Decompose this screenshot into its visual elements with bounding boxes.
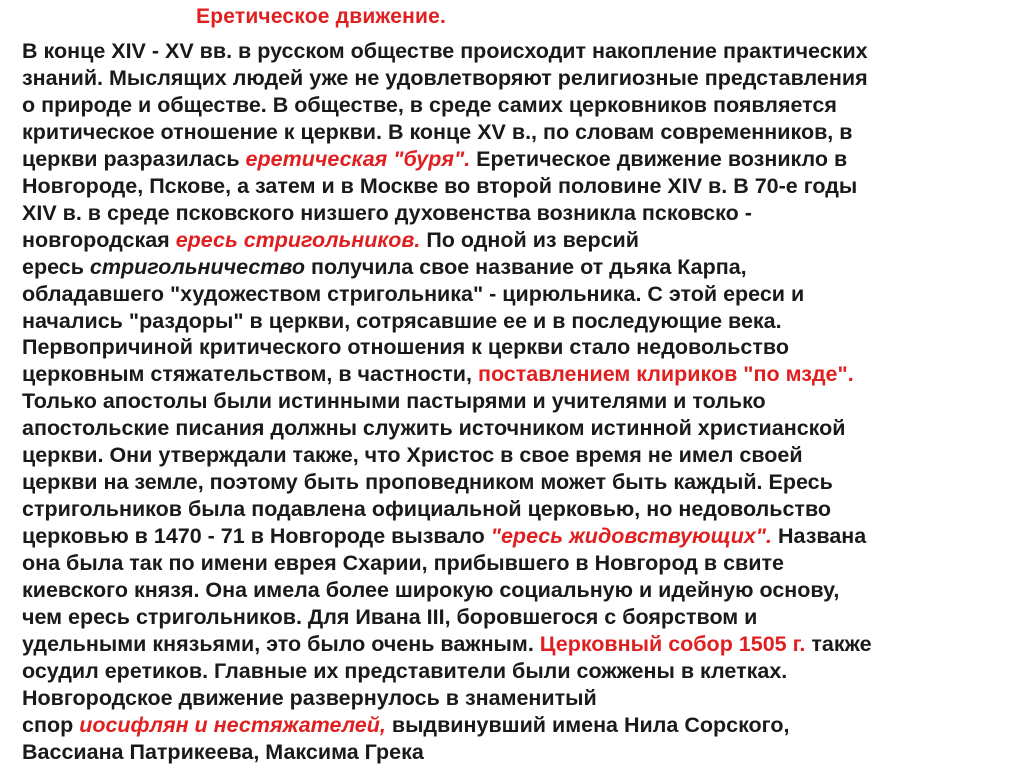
text-line	[22, 65, 868, 92]
text-run: церковным стяжательством, в частности,	[22, 362, 478, 387]
text-run: Новгороде, Пскове, а затем и в Москве во второй половине XIV в. В 70-е годы	[22, 173, 858, 198]
highlighted-term: ересь стригольников.	[175, 227, 421, 252]
text-run: чем ересь стригольников. Для Ивана III, боровшегося с боярством и	[22, 604, 758, 629]
text-line	[22, 631, 872, 658]
text-run: церкви на земле, поэтому быть проповедником может быть каждый. Ересь	[22, 470, 833, 495]
text-line	[22, 523, 866, 550]
text-run: Новгородское движение развернулось в знаменитый	[22, 685, 597, 710]
text-line	[22, 550, 784, 577]
text-line	[22, 227, 639, 254]
text-run: Вассиана Патрикеева, Максима Грека	[22, 739, 424, 764]
text-line	[22, 469, 833, 496]
text-run: ересь	[22, 254, 90, 279]
text-run: XIV в. в среде псковского низшего духовенства возникла псковско -	[22, 200, 752, 225]
text-line	[22, 254, 747, 281]
text-run: обладавшего "художеством стригольника" - цирюльника. С этой ереси и	[22, 281, 805, 306]
text-run: получила свое название от дьяка Карпа,	[305, 254, 747, 279]
text-line	[22, 38, 868, 65]
highlighted-term: стригольничество	[89, 254, 306, 279]
text-line	[22, 388, 766, 415]
text-run: киевского князя. Она имела более широкую социальную и идейную основу,	[22, 578, 840, 602]
text-run: церковью в 1470 - 71 в Новгороде вызвало	[22, 524, 491, 549]
text-run: осудил еретиков. Главные их представители были сожжены в клетках.	[22, 658, 788, 683]
text-run: Названа	[771, 524, 867, 549]
text-run: апостольские писания должны служить источником истинной христианской	[22, 416, 846, 441]
text-run: В конце XIV - XV вв. в русском обществе происходит накопление практических	[22, 39, 868, 63]
text-line	[22, 496, 831, 523]
text-line	[22, 415, 846, 442]
highlighted-term: еретическая "буря".	[245, 146, 471, 171]
text-run: новгородская	[22, 227, 176, 252]
text-run: Только апостолы были истинными пастырями и учителями и только	[22, 389, 766, 414]
text-line	[22, 604, 757, 631]
slide-title: Еретическое движение.	[196, 5, 447, 28]
text-run: критическое отношение к церкви. В конце XV в., по словам современников, в	[22, 119, 853, 144]
text-run: церкви разразилась	[22, 146, 246, 171]
text-run: Первопричиной критического отношения к церкви стало недовольство	[22, 335, 789, 360]
text-run: спор	[22, 712, 80, 737]
text-line	[22, 739, 424, 766]
text-run: о природе и обществе. В обществе, в среде самих церковников появляется	[22, 92, 837, 117]
text-run: начались "раздоры" в церкви, сотрясавшие ее и в последующие века.	[22, 308, 782, 333]
text-run: стригольников была подавлена официальной церковью, но недовольство	[22, 497, 832, 522]
text-line	[22, 173, 857, 200]
text-line	[22, 361, 854, 388]
text-line	[22, 577, 839, 604]
text-run: Еретическое движение возникло в	[470, 146, 848, 171]
text-run: По одной из версий	[420, 227, 639, 252]
text-line	[22, 712, 789, 739]
text-line	[22, 200, 752, 227]
text-line	[22, 281, 804, 308]
text-line	[22, 119, 852, 146]
text-line	[22, 442, 803, 469]
text-line	[22, 334, 789, 361]
text-run: удельными князьями, это было очень важным.	[22, 631, 540, 656]
text-run: выдвинувший имена Нила Сорского,	[385, 712, 790, 737]
text-line	[22, 308, 782, 335]
text-line	[22, 146, 847, 173]
text-line	[22, 92, 837, 119]
text-run: знаний. Мыслящих людей уже не удовлетворяют религиозные представления	[22, 65, 868, 90]
highlighted-term: Церковный собор 1505 г.	[539, 631, 806, 656]
highlighted-term: поставлением клириков "по мзде".	[477, 362, 854, 387]
text-run: также	[805, 631, 872, 656]
highlighted-term: иосифлян и нестяжателей,	[79, 712, 386, 737]
text-line	[22, 658, 787, 685]
text-run: она была так по имени еврея Схарии, прибывшего в Новгород в свите	[22, 551, 784, 576]
text-run: церкви. Они утверждали также, что Христос в свое время не имел своей	[22, 443, 803, 468]
highlighted-term: "ересь жидовствующих".	[490, 524, 772, 549]
text-line	[22, 685, 597, 712]
